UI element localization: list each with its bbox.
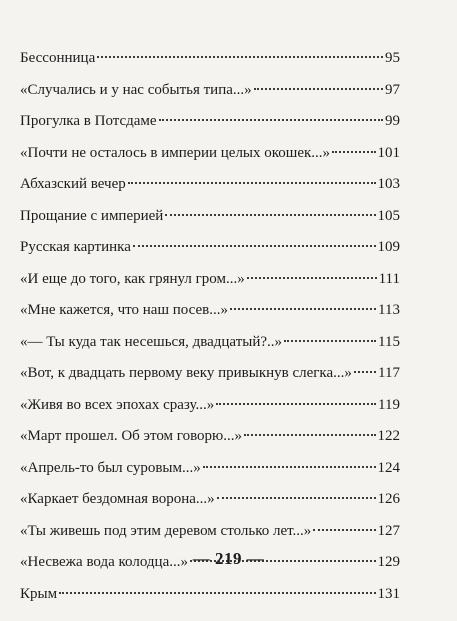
dot-leader [133,245,376,247]
toc-entry-title: Прогулка в Потсдаме [20,113,157,129]
toc-entry [20,174,400,206]
dot-leader [244,434,375,436]
dot-leader [159,119,383,121]
toc-entry-title: «Вот, к двадцать первому веку привыкнув слегка...» [20,365,352,381]
toc-entry-title: «И еще до того, как грянул гром...» [20,270,245,287]
dot-leader [254,88,383,90]
dot-leader [128,182,376,184]
toc-entry [20,300,400,332]
dot-leader [97,56,383,58]
dot-leader [284,340,376,342]
toc-entry-page: 122 [377,428,400,444]
toc-entry [20,363,400,395]
toc-entry [20,426,400,458]
toc-entry-title: «Каркает бездомная ворона...» [20,491,215,507]
dot-leader [217,497,376,499]
dot-leader [59,592,375,594]
toc-entry-page: 127 [377,522,400,539]
toc-entry-title: «Апрель-то был суровым...» [20,459,201,476]
toc-entry-title: Прощание с империей [20,207,164,224]
toc-entry-title: «Март прошел. Об этом говорю...» [20,428,243,444]
table-of-contents [20,48,400,615]
toc-entry-page: 115 [378,333,400,350]
toc-entry-title: Бессонница [20,50,96,66]
toc-entry [20,206,400,238]
toc-entry-page: 131 [377,585,400,602]
dot-leader [203,466,376,468]
dot-leader [216,403,376,405]
toc-entry-page: 97 [385,81,400,98]
toc-entry-page: 111 [378,270,400,287]
toc-entry [20,458,400,490]
toc-entry-page: 124 [377,459,400,476]
toc-entry-title: «Почти не осталось в империи целых окошек...» [20,144,331,161]
toc-entry [20,111,400,143]
dot-leader [332,151,375,153]
toc-entry [20,269,400,301]
toc-entry-title: «Ты живешь под этим деревом столько лет...» [20,522,312,539]
dot-leader [165,214,375,216]
toc-entry-page: 109 [377,239,400,255]
toc-entry-title: «— Ты куда так несешься, двадцатый?..» [20,333,283,350]
toc-entry-title: Крым [20,585,58,602]
toc-entry-title: «Мне кажется, что наш посев...» [20,302,228,318]
toc-entry [20,584,400,616]
toc-entry-page: 117 [378,365,400,381]
toc-entry [20,48,400,80]
toc-entry-title: «Случались и у нас событья типа...» [20,81,252,98]
dot-leader [247,277,377,279]
toc-entry-page: 119 [378,396,400,413]
page-number: — 219 — [192,549,265,568]
toc-entry-title: «Несвежа вода колодца...» [20,554,188,570]
toc-entry-page: 129 [377,554,400,570]
toc-entry-page: 103 [377,176,400,192]
toc-entry [20,143,400,175]
toc-entry-title: «Живя во всех эпохах сразу...» [20,396,215,413]
toc-entry-page: 113 [378,302,400,318]
toc-entry [20,80,400,112]
toc-entry-page: 95 [385,50,400,66]
toc-entry-title: Абхазский вечер [20,176,126,192]
toc-entry [20,237,400,269]
toc-entry-page: 101 [377,144,400,161]
dot-leader [354,371,376,373]
toc-entry-page: 105 [377,207,400,224]
toc-entry [20,395,400,427]
toc-entry-page: 99 [385,113,400,129]
toc-entry [20,332,400,364]
toc-entry [20,521,400,553]
toc-entry-title: Русская картинка [20,239,131,255]
toc-entry [20,489,400,521]
dot-leader [230,308,376,310]
dot-leader [313,529,375,531]
toc-entry-page: 126 [377,491,400,507]
